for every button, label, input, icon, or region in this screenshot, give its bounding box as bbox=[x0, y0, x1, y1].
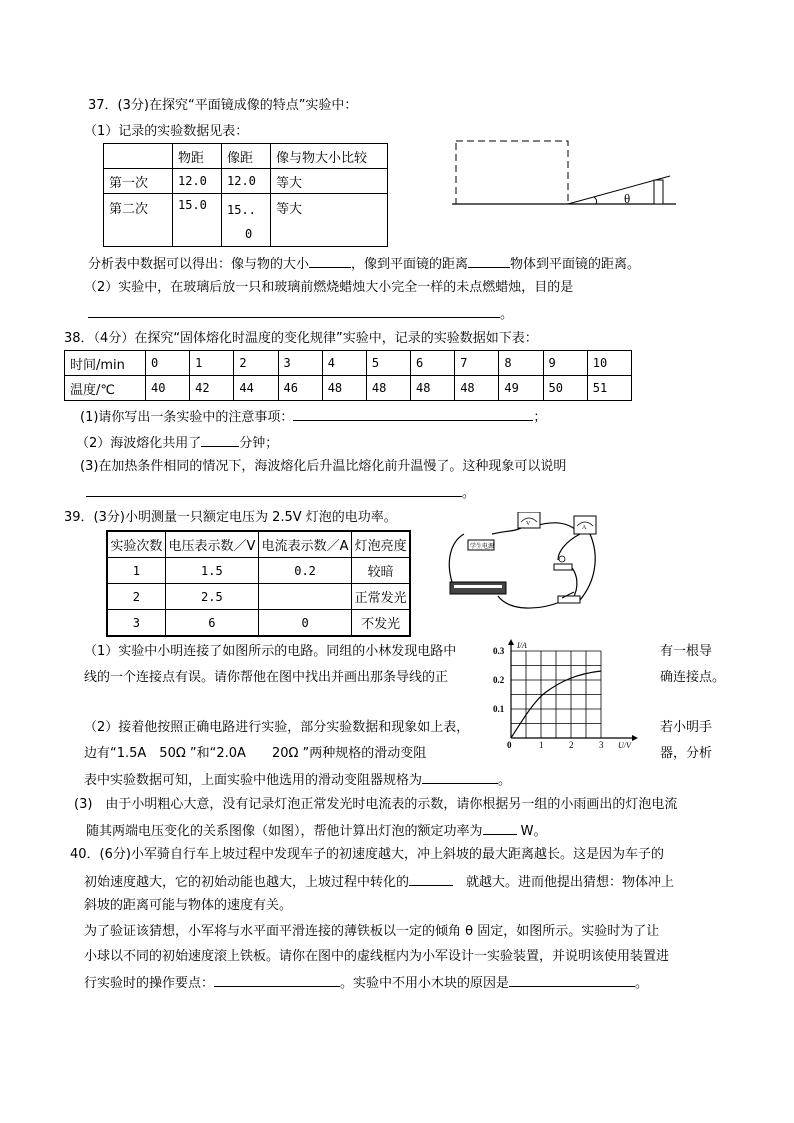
table-cell: 5 bbox=[366, 351, 410, 376]
table-cell: 15.0 bbox=[173, 194, 222, 247]
q39-sub1-line2: 线的一个连接点有误。请你帮他在图中找出并画出那条导线的正 bbox=[84, 670, 449, 685]
q39-sub3-line2: 随其两端电压变化的关系图像（如图），帮他计算出灯泡的额定功率为 W。 bbox=[86, 824, 547, 839]
answer-blank[interactable] bbox=[88, 305, 500, 318]
svg-text:0.3: 0.3 bbox=[493, 646, 505, 656]
table-cell: 第二次 bbox=[104, 194, 173, 247]
svg-text:0.1: 0.1 bbox=[493, 704, 505, 714]
table-cell: 1 bbox=[107, 558, 165, 584]
q39-sub2-line2: 边有“1.5A 50Ω ”和“2.0A 20Ω ”两种规格的滑动变阻 bbox=[84, 746, 427, 761]
table-header-cell bbox=[104, 144, 173, 169]
table-cell: 0 bbox=[146, 351, 190, 376]
svg-text:学生电源: 学生电源 bbox=[470, 544, 495, 550]
table-cell: 0.2 bbox=[258, 558, 351, 584]
q40-line5: 小球以不同的初始速度滚上铁板。请你在图中的虚线框内为小军设计一实验装置，并说明该使用装置进 bbox=[84, 949, 670, 964]
table-cell: 2 bbox=[234, 351, 278, 376]
q39-sub3-line1: (3) 由于小明粗心大意，没有记录灯泡正常发光时电流表的示数，请你根据另一组的小雨画出的灯泡电流 bbox=[74, 797, 678, 812]
answer-blank[interactable] bbox=[309, 255, 351, 268]
table-cell: 0 bbox=[258, 610, 351, 637]
q37-sub2: （2）实验中，在玻璃后放一只和玻璃前燃烧蜡烛大小完全一样的未点燃蜡烛，目的是 bbox=[84, 280, 574, 295]
table-cell: 48 bbox=[411, 376, 455, 401]
table-header-cell: 像与物大小比较 bbox=[271, 144, 388, 169]
table-cell: 12.0 bbox=[173, 169, 222, 194]
q37-analysis: 分析表中数据可以得出：像与物的大小 ，像到平面镜的距离 物体到平面镜的距离。 bbox=[88, 257, 641, 272]
q38-sub3-answer: 。 bbox=[86, 484, 475, 502]
table-cell: 1 bbox=[190, 351, 234, 376]
rheostat-icon bbox=[450, 582, 506, 594]
table-header-cell: 电流表示数／A bbox=[258, 531, 351, 558]
ammeter-icon bbox=[574, 516, 596, 534]
q39-circuit-figure bbox=[440, 512, 600, 612]
q37-mirror-figure bbox=[448, 136, 678, 208]
svg-text:U/V: U/V bbox=[618, 741, 631, 750]
q39-data-table bbox=[106, 530, 411, 637]
q39-sub1-line1: （1）实验中小明连接了如图所示的电路。同组的小林发现电路中 bbox=[84, 644, 457, 659]
table-cell bbox=[258, 584, 351, 610]
table-cell: 3 bbox=[278, 351, 322, 376]
svg-text:0.2: 0.2 bbox=[493, 675, 505, 685]
table-header-cell: 实验次数 bbox=[107, 531, 165, 558]
table-cell: 42 bbox=[190, 376, 234, 401]
answer-blank[interactable] bbox=[86, 484, 462, 497]
table-cell: 4 bbox=[322, 351, 366, 376]
table-cell: 较暗 bbox=[352, 558, 410, 584]
q37-sub1: （1）记录的实验数据见表： bbox=[84, 124, 249, 139]
switch-icon bbox=[558, 592, 580, 603]
dashed-design-box bbox=[456, 141, 568, 204]
q38-sub2: （2）海波熔化共用了 分钟； bbox=[76, 436, 279, 451]
table-cell: 7 bbox=[455, 351, 499, 376]
table-cell: 6 bbox=[165, 610, 258, 637]
q39-sub2-line1-end: 若小明手 bbox=[660, 720, 713, 735]
answer-blank[interactable] bbox=[509, 974, 635, 987]
svg-text:A: A bbox=[582, 525, 587, 531]
q38-sub3: (3)在加热条件相同的情况下，海波熔化后升温比熔化前升温慢了。这种现象可以说明 bbox=[80, 459, 567, 474]
svg-text:2: 2 bbox=[569, 740, 574, 750]
angle-label: θ bbox=[624, 191, 631, 206]
table-cell: 9 bbox=[543, 351, 587, 376]
row-label: 温度/℃ bbox=[65, 376, 146, 401]
q39-sub2-line2-end: 器，分析 bbox=[660, 746, 713, 761]
q37-sub2-answer: 。 bbox=[88, 305, 513, 323]
table-cell: 40 bbox=[146, 376, 190, 401]
table-header-cell: 电压表示数／V bbox=[165, 531, 258, 558]
q40-line4: 为了验证该猜想，小军将与水平面平滑连接的薄铁板以一定的倾角 θ 固定，如图所示。实验时为了让 bbox=[84, 924, 660, 939]
q38-sub1: (1)请你写出一条实验中的注意事项： ； bbox=[80, 410, 547, 425]
table-cell: 不发光 bbox=[352, 610, 410, 637]
answer-blank[interactable] bbox=[214, 974, 340, 987]
q38-data-table bbox=[64, 350, 632, 401]
wood-block bbox=[654, 180, 663, 204]
bulb-icon bbox=[554, 556, 572, 570]
answer-blank[interactable] bbox=[483, 822, 517, 835]
q39-sub1-line1-end: 有一根导 bbox=[660, 644, 713, 659]
q39-iu-graph bbox=[490, 638, 640, 750]
table-cell: 2 bbox=[107, 584, 165, 610]
q39-title: 39．(3分)小明测量一只额定电压为 2.5V 灯泡的电功率。 bbox=[64, 510, 397, 525]
answer-blank[interactable] bbox=[422, 771, 498, 784]
svg-text:I/A: I/A bbox=[517, 641, 527, 650]
q40-line3: 斜坡的距离可能与物体的速度有关。 bbox=[84, 898, 293, 913]
table-cell: 10 bbox=[587, 351, 631, 376]
q37-data-table bbox=[103, 143, 388, 247]
row-label: 时间/min bbox=[65, 351, 146, 376]
q39-sub2-line3: 表中实验数据可知，上面实验中他选用的滑动变阻器规格为 。 bbox=[84, 773, 512, 788]
answer-blank[interactable] bbox=[201, 434, 239, 447]
q40-line2: 初始速度越大，它的初始动能也越大，上坡过程中转化的 就越大。进而他提出猜想：物体冲上 bbox=[84, 875, 675, 890]
table-cell: 49 bbox=[499, 376, 543, 401]
voltmeter-icon bbox=[518, 512, 540, 528]
table-cell: 48 bbox=[455, 376, 499, 401]
table-cell: 15.. 0 bbox=[222, 194, 271, 247]
svg-text:V: V bbox=[526, 521, 531, 527]
table-header-cell: 物距 bbox=[173, 144, 222, 169]
table-cell: 12.0 bbox=[222, 169, 271, 194]
q39-sub1-line2-end: 确连接点。 bbox=[660, 670, 726, 685]
table-cell: 8 bbox=[499, 351, 543, 376]
table-cell: 48 bbox=[322, 376, 366, 401]
table-cell: 等大 bbox=[271, 169, 388, 194]
table-cell: 等大 bbox=[271, 194, 388, 247]
table-cell: 3 bbox=[107, 610, 165, 637]
angle-arc-icon bbox=[594, 197, 597, 204]
q38-title: 38．（4分）在探究“固体熔化时温度的变化规律”实验中，记录的实验数据如下表： bbox=[64, 331, 538, 346]
q40-line1: 40．(6分)小军骑自行车上坡过程中发现车子的初速度越大，冲上斜坡的最大距离越长。这是因为车子的 bbox=[70, 847, 664, 862]
answer-blank[interactable] bbox=[409, 873, 453, 886]
table-cell: 50 bbox=[543, 376, 587, 401]
q40-line6: 行实验时的操作要点： 。实验中不用小木块的原因是 。 bbox=[84, 976, 649, 991]
table-header-cell: 像距 bbox=[222, 144, 271, 169]
q37-title: 37．(3分)在探究“平面镜成像的特点”实验中： bbox=[88, 98, 358, 113]
table-cell: 1.5 bbox=[165, 558, 258, 584]
table-cell: 第一次 bbox=[104, 169, 173, 194]
table-cell: 正常发光 bbox=[352, 584, 410, 610]
answer-blank[interactable] bbox=[468, 255, 510, 268]
table-cell: 6 bbox=[411, 351, 455, 376]
answer-blank[interactable] bbox=[293, 408, 533, 421]
table-cell: 44 bbox=[234, 376, 278, 401]
svg-text:0: 0 bbox=[507, 740, 512, 750]
table-cell: 2.5 bbox=[165, 584, 258, 610]
table-header-cell: 灯泡亮度 bbox=[352, 531, 410, 558]
table-cell: 46 bbox=[278, 376, 322, 401]
table-cell: 48 bbox=[366, 376, 410, 401]
q39-sub2-line1: （2）接着他按照正确电路进行实验，部分实验数据和现象如上表， bbox=[84, 720, 470, 735]
svg-text:3: 3 bbox=[599, 740, 604, 750]
table-cell: 51 bbox=[587, 376, 631, 401]
svg-text:1: 1 bbox=[539, 740, 544, 750]
